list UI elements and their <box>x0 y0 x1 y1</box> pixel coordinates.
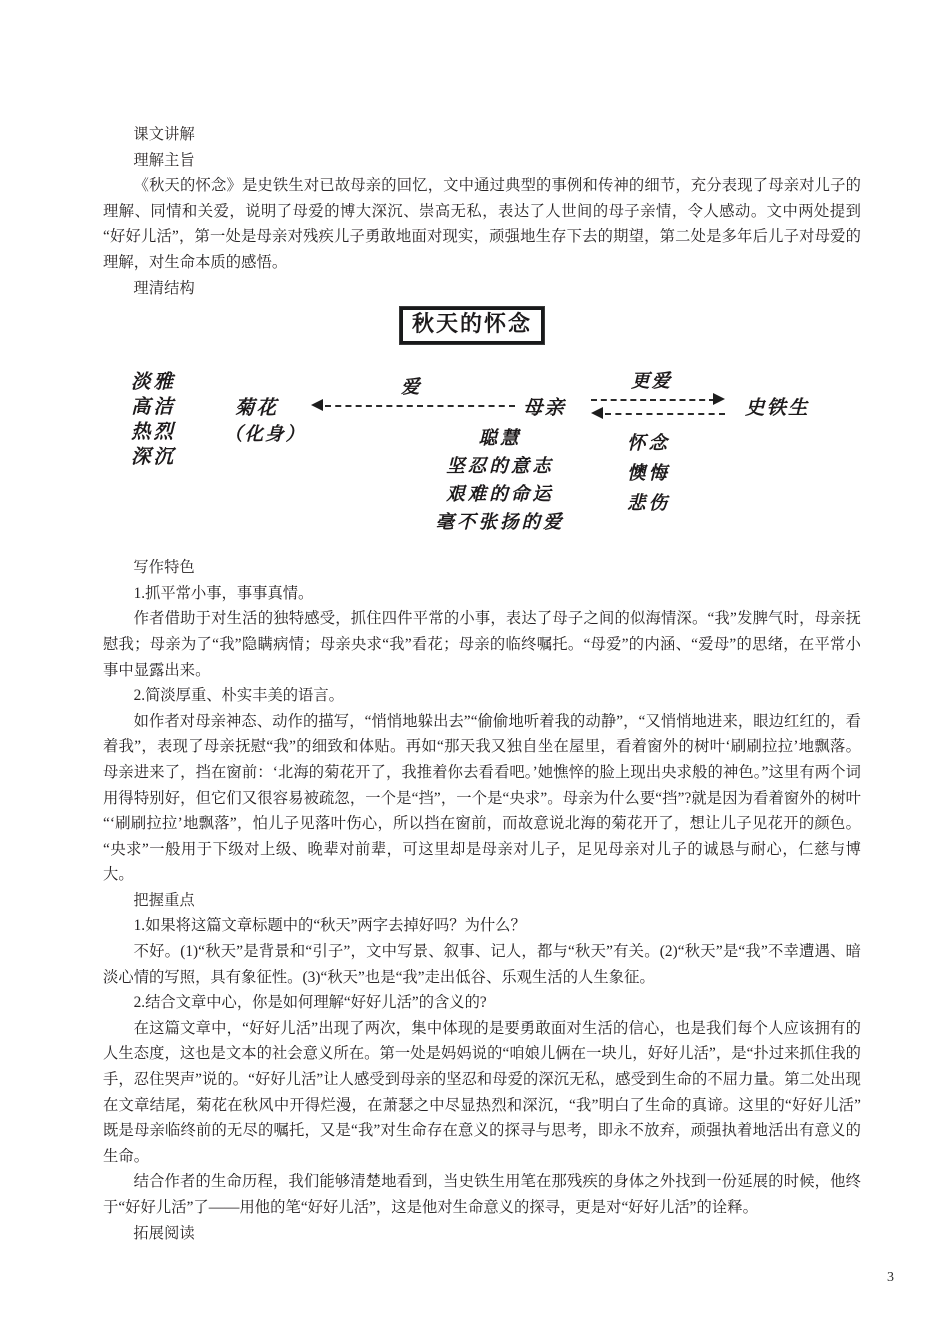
diagram-left-arrow-label: 爱 <box>401 377 422 399</box>
diagram-mother-traits <box>375 425 625 537</box>
answer-1: 不好。(1)“秋天”是背景和“引子”，文中写景、叙事、记人，都与“秋天”有关。(2)“秋天”是“我”不幸遭遇、暗淡心情的写照，具有象征性。(3)“秋天”也是“我”走出低谷、乐观生活的人生象征。 <box>103 943 861 986</box>
answer-2: 在这篇文章中，“好好儿活”出现了两次，集中体现的是要勇敢面对生活的信心，也是我们每个人应该拥有的人生态度，这也是文本的社会意义所在。第一处是妈妈说的“咱娘儿俩在一块儿，好好儿活”，是“扑过来抓住我的手，忍住哭声”说的。“好好儿活”让人感受到母亲的坚忍和母爱的深沉无私，感受到生命的不屈力量。第二处出现在文章结尾，菊花在秋风中开得烂漫，在萧瑟之中尽显热烈和深沉，“我”明白了生命的真谛。这里的“好好儿活”既是母亲临终前的无尽的嘱托，又是“我”对生命存在意义的探寻与思考，即永不放弃，顽强执着地活出有意义的生命。 <box>103 1019 861 1165</box>
page-content <box>103 122 861 1246</box>
feature-1-body: 作者借助于对生活的独特感受，抓住四件平常的小事，表达了母子之间的似海情深。“我”发脾气时，母亲抚慰我；母亲为了“我”隐瞒病情；母亲央求“我”看花；母亲的临终嘱托。“母爱”的内涵、“爱母”的思绪，在平常小事中显露出来。 <box>103 610 861 679</box>
understand-theme-body: 《秋天的怀念》是史铁生对已故母亲的回忆，文中通过典型的事例和传神的细节，充分表现了母亲对儿子的理解、同情和关爱，说明了母爱的博大深沉、崇高无私，表达了人世间的母子亲情，令人感动。文中两处提到“好好儿活”，第一处是母亲对残疾儿子勇敢地面对现实，顽强地生存下去的期望，第二处是多年后儿子对母爱的理解，对生命本质的感悟。 <box>103 177 861 271</box>
page-number: 3 <box>887 1270 894 1285</box>
key-points-heading: 把握重点 <box>133 891 195 909</box>
diagram-quality-1: 淡雅 <box>131 370 177 394</box>
feature-1-title: 1.抓平常小事，事事真情。 <box>133 584 314 602</box>
structure-diagram <box>103 307 861 545</box>
diagram-right-arrow-label: 更爱 <box>631 371 673 393</box>
diagram-son-feeling-1: 怀念 <box>627 433 671 455</box>
diagram-son-feeling-2: 懊悔 <box>627 463 671 485</box>
diagram-mother-trait-4: 毫不张扬的爱 <box>435 512 565 534</box>
diagram-title: 秋天的怀念 <box>400 307 544 344</box>
diagram-center-node: 母亲 <box>523 396 567 420</box>
diagram-title-box <box>400 307 544 344</box>
diagram-arrow-head-left <box>311 399 323 411</box>
diagram-son-feelings <box>627 429 670 519</box>
answer-2-closing: 结合作者的生命历程，我们能够清楚地看到，当史铁生用笔在那残疾的身体之外找到一份延展的时候，他终于“好好儿活”了——用他的笔“好好儿活”，这是他对生命意义的探寻，更是对“好好儿活”的诠释。 <box>103 1173 861 1216</box>
diagram-mother-trait-3: 艰难的命运 <box>446 484 554 506</box>
diagram-quality-3: 热烈 <box>131 420 177 444</box>
question-1: 1.如果将这篇文章标题中的“秋天”两字去掉好吗？为什么？ <box>133 917 526 935</box>
diagram-quality-2: 高洁 <box>131 395 177 419</box>
clarify-structure-heading: 理清结构 <box>133 279 195 297</box>
diagram-son-feeling-3: 悲伤 <box>627 493 671 515</box>
diagram-quality-4: 深沉 <box>131 445 177 469</box>
extended-reading-heading: 拓展阅读 <box>133 1224 195 1242</box>
diagram-flower-node-sub: （化身） <box>224 424 307 446</box>
diagram-arrow-head-right-back <box>591 407 603 419</box>
diagram-arrow-line-right-top <box>591 399 715 401</box>
feature-2-title: 2.简淡厚重、朴实丰美的语言。 <box>133 687 344 705</box>
diagram-arrow-line-right-bottom <box>605 413 725 415</box>
diagram-right-node: 史铁生 <box>745 396 810 420</box>
writing-features-heading: 写作特色 <box>133 559 195 577</box>
understand-theme-heading: 理解主旨 <box>133 151 195 169</box>
diagram-flower-node: 菊花 <box>235 396 279 420</box>
lesson-explanation-heading: 课文讲解 <box>133 126 195 143</box>
diagram-mother-trait-2: 坚忍的意志 <box>446 456 554 478</box>
diagram-left-qualities <box>131 369 176 469</box>
diagram-mother-trait-1: 聪慧 <box>478 428 522 450</box>
diagram-arrow-head-right <box>713 393 725 405</box>
question-2: 2.结合文章中心，你是如何理解“好好儿活”的含义的? <box>133 994 487 1012</box>
diagram-arrow-line-left <box>325 405 515 407</box>
feature-2-body: 如作者对母亲神态、动作的描写，“悄悄地躲出去”“偷偷地听着我的动静”，“又悄悄地进来，眼边红红的，看着我”，表现了母亲抚慰“我”的细致和体贴。再如“那天我又独自坐在屋里，看着窗外的树叶‘刷刷拉拉’地飘落。母亲进来了，挡在窗前：‘北海的菊花开了，我推着你去看看吧。’她憔悴的脸上现出央求般的神色。”这里有两个词用得特别好，但它们又很容易被疏忽，一个是“挡”，一个是“央求”。母亲为什么要“挡”?就是因为看着窗外的树叶“‘刷刷拉拉’地飘落”，怕儿子见落叶伤心，所以挡在窗前，而故意说北海的菊花开了，想让儿子见花开的颜色。“央求”一般用于下级对上级、晚辈对前辈，可这里却是母亲对儿子，足见母亲对儿子的诚恳与耐心，仁慈与博大。 <box>103 712 861 884</box>
